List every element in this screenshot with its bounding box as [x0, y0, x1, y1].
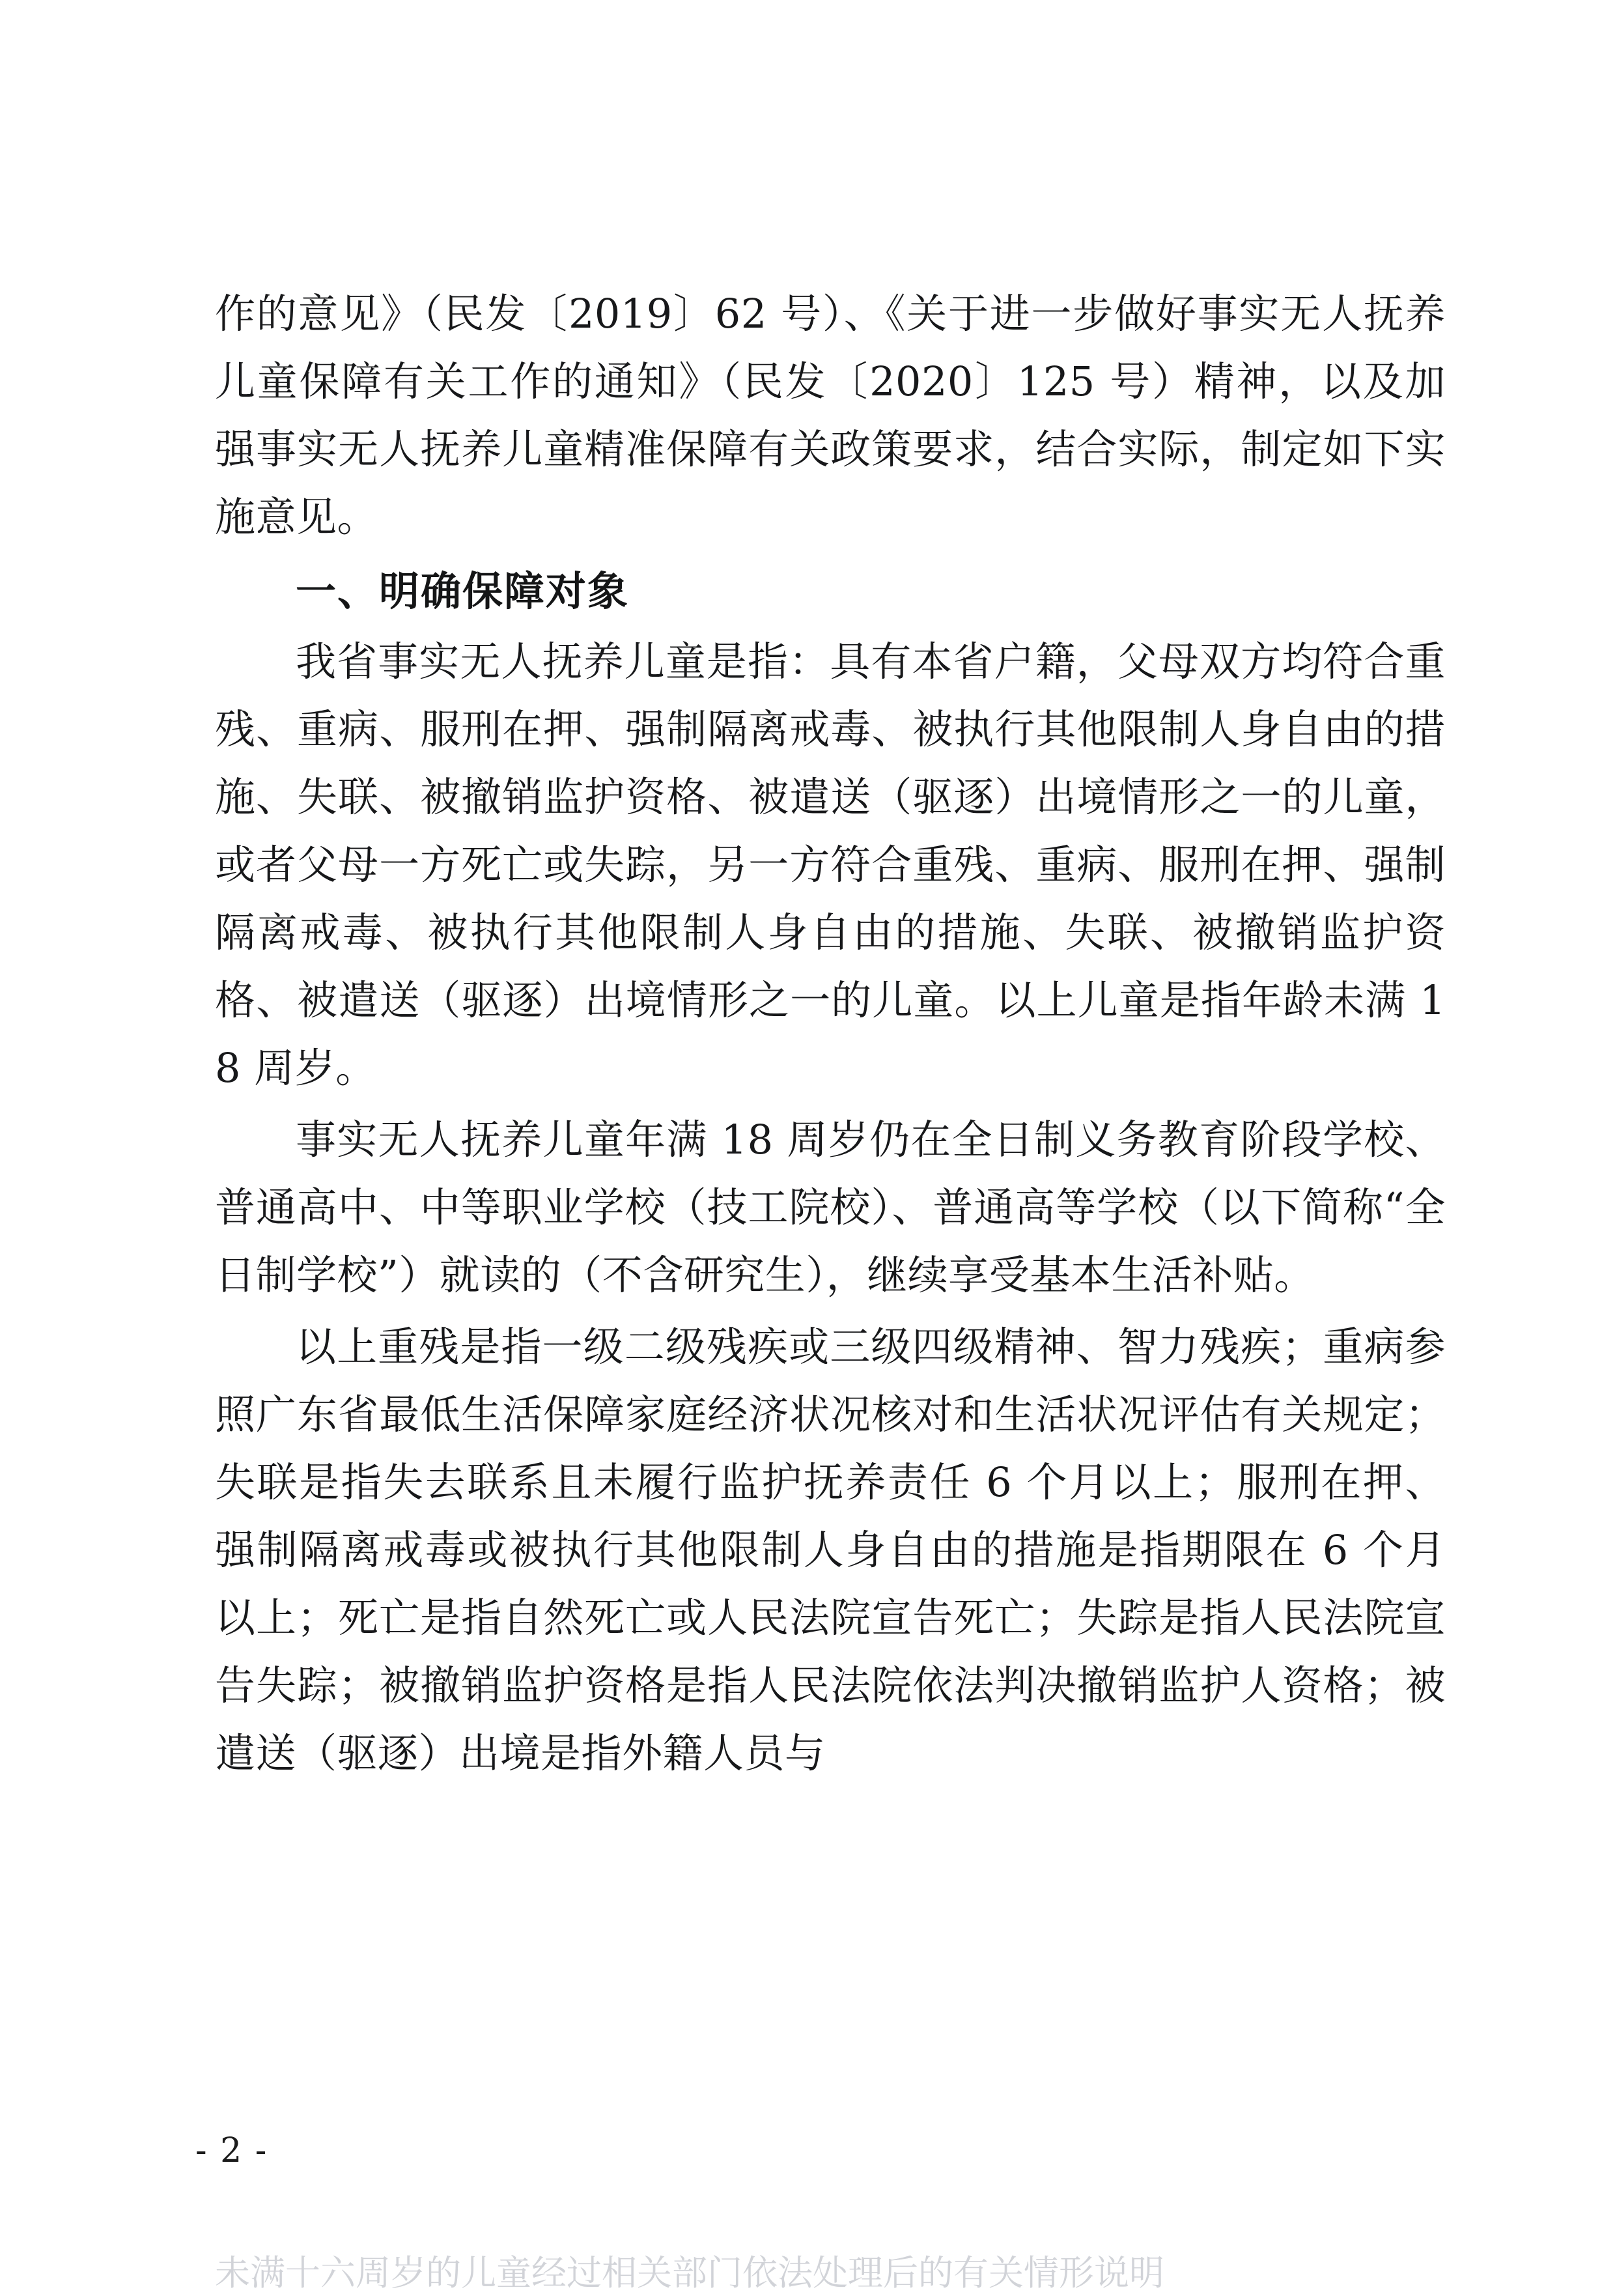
next-page-bleed-text: 未满十六周岁的儿童经过相关部门依法处理后的有关情形说明	[215, 2252, 1164, 2293]
section-heading-1: 一、明确保障对象	[296, 567, 630, 615]
paragraph-continuation: 作的意见》（民发〔2019〕62 号）、《关于进一步做好事实无人抚养儿童保障有关工作的通知》（民发〔2020〕125 号）精神，以及加强事实无人抚养儿童精准保障有关政策要求，结合实际，制定如下实施意见。	[215, 290, 1446, 541]
page-number: - 2 -	[195, 2131, 268, 2170]
paragraph-age-18-schooling: 事实无人抚养儿童年满 18 周岁仍在全日制义务教育阶段学校、普通高中、中等职业学校（技工院校）、普通高等学校（以下简称“全日制学校”）就读的（不含研究生），继续享受基本生活补贴。	[215, 1116, 1446, 1299]
document-body	[215, 280, 1446, 1787]
paragraph-criteria-definitions: 以上重残是指一级二级残疾或三级四级精神、智力残疾；重病参照广东省最低生活保障家庭经济状况核对和生活状况评估有关规定；失联是指失去联系且未履行监护抚养责任 6 个月以上；服刑在押、强制隔离戒毒或被执行其他限制人身自由的措施是指期限在 6 个月以上；死亡是指自然死亡或人民法院宣告死亡；失踪是指人民法院宣告失踪；被撤销监护资格是指人民法院依法判决撤销监护人资格；被遣送（驱逐）出境是指外籍人员与	[215, 1323, 1446, 1777]
paragraph-definition-scope: 我省事实无人抚养儿童是指：具有本省户籍，父母双方均符合重残、重病、服刑在押、强制隔离戒毒、被执行其他限制人身自由的措施、失联、被撤销监护资格、被遣送（驱逐）出境情形之一的儿童，或者父母一方死亡或失踪，另一方符合重残、重病、服刑在押、强制隔离戒毒、被执行其他限制人身自由的措施、失联、被撤销监护资格、被遣送（驱逐）出境情形之一的儿童。以上儿童是指年龄未满 18 周岁。	[215, 638, 1446, 1092]
